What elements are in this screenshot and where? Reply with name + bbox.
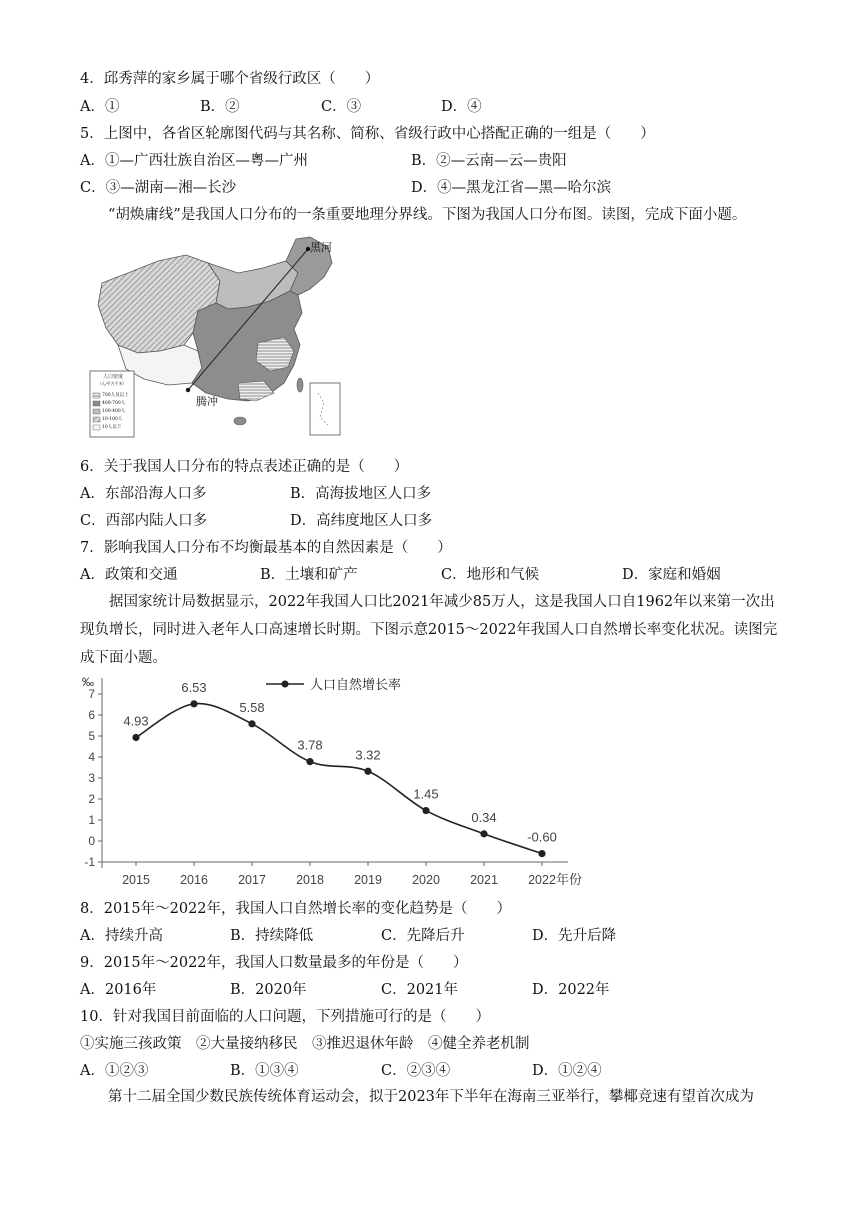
q6-option-a: A．东部沿海人口多 bbox=[80, 486, 207, 502]
y-tick-label: 0 bbox=[88, 834, 95, 848]
data-label: 3.78 bbox=[297, 737, 323, 753]
y-axis-unit: ‰ bbox=[82, 675, 94, 689]
q7-stem: 7．影响我国人口分布不均衡最基本的自然因素是（ ） bbox=[80, 540, 452, 556]
hu-line-intro: “胡焕庸线”是我国人口分布的一条重要地理分界线。下图为我国人口分布图。读图，完成下面小题。 bbox=[108, 207, 747, 223]
growth-rate-chart bbox=[78, 672, 618, 894]
q9-option-d: D．2022年 bbox=[532, 982, 610, 998]
q8-option-d: D．先升后降 bbox=[532, 928, 617, 944]
map-legend-item: 400-700人 bbox=[102, 401, 126, 406]
y-tick-label: 4 bbox=[88, 750, 95, 764]
y-tick-label: 6 bbox=[88, 708, 95, 722]
stats-intro: 据国家统计局数据显示，2022年我国人口比2021年减少85万人，这是我国人口自1962年以来第一次出现负增长，同时进入老年人口高速增长时期。下图示意2015～2022年我国人口自然增长率变化状况。读图完成下面小题。 bbox=[80, 594, 778, 666]
map-legend-item: 100-400人 bbox=[102, 409, 126, 414]
y-tick-label: 1 bbox=[88, 813, 95, 827]
data-point bbox=[364, 768, 371, 775]
q8-option-a: A．持续升高 bbox=[80, 928, 163, 944]
x-tick-label: 2022 bbox=[528, 873, 556, 887]
q8-option-c: C．先降后升 bbox=[381, 928, 465, 944]
q9-option-c: C．2021年 bbox=[381, 982, 458, 998]
y-tick-label: 3 bbox=[88, 771, 95, 785]
q5-option-d: D．④—黑龙江省—黑—哈尔滨 bbox=[411, 180, 612, 196]
q4-option-b: B．② bbox=[200, 99, 240, 115]
series-line bbox=[136, 704, 542, 854]
q5-stem: 5．上图中，各省区轮廓图代码与其名称、简称、省级行政中心搭配正确的一组是（ ） bbox=[80, 126, 655, 142]
data-label: 0.34 bbox=[471, 809, 497, 825]
data-point bbox=[480, 830, 487, 837]
map-legend-item: 10人以下 bbox=[102, 425, 122, 430]
y-tick-label: -1 bbox=[84, 855, 95, 869]
q9-option-a: A．2016年 bbox=[80, 982, 157, 998]
q10-option-a: A．①②③ bbox=[80, 1063, 149, 1079]
data-label: -0.60 bbox=[527, 829, 557, 845]
map-legend-unit: （人/平方千米） bbox=[97, 381, 127, 386]
q5-option-b: B．②—云南—云—贵阳 bbox=[411, 153, 567, 169]
q7-option-a: A．政策和交通 bbox=[80, 567, 178, 583]
q6-option-c: C．西部内陆人口多 bbox=[80, 513, 208, 529]
q8-option-b: B．持续降低 bbox=[230, 928, 314, 944]
population-map bbox=[88, 233, 343, 441]
data-label: 3.32 bbox=[355, 747, 381, 763]
x-tick-label: 2017 bbox=[238, 873, 266, 887]
x-tick-label: 2020 bbox=[412, 873, 440, 887]
x-tick-label: 2018 bbox=[296, 873, 324, 887]
q7-option-b: B．土壤和矿产 bbox=[260, 567, 358, 583]
map-legend-item: 10-100人 bbox=[102, 417, 123, 422]
q6-option-b: B．高海拔地区人口多 bbox=[290, 486, 432, 502]
data-point bbox=[306, 758, 313, 765]
legend-marker bbox=[282, 681, 289, 688]
data-point bbox=[422, 807, 429, 814]
map-legend-item: 700人及以上 bbox=[102, 393, 129, 398]
q5-option-c: C．③—湖南—湘—长沙 bbox=[80, 180, 237, 196]
x-tick-label: 2019 bbox=[354, 873, 382, 887]
q10-option-c: C．②③④ bbox=[381, 1063, 451, 1079]
y-tick-label: 5 bbox=[88, 729, 95, 743]
q4-option-a: A．① bbox=[80, 99, 120, 115]
y-tick-label: 7 bbox=[88, 687, 95, 701]
q10-option-d: D．①②④ bbox=[532, 1063, 602, 1079]
x-tick-label: 2016 bbox=[180, 873, 208, 887]
data-label: 1.45 bbox=[413, 786, 439, 802]
map-label-tengchong: 腾冲 bbox=[196, 395, 218, 408]
games-intro: 第十二届全国少数民族传统体育运动会，拟于2023年下半年在海南三亚举行，攀椰竞速有望首次成为 bbox=[108, 1089, 754, 1105]
q8-stem: 8．2015年～2022年，我国人口自然增长率的变化趋势是（ ） bbox=[80, 901, 512, 917]
y-tick-label: 2 bbox=[88, 792, 95, 806]
data-point bbox=[538, 850, 545, 857]
x-tick-label: 2015 bbox=[122, 873, 150, 887]
q4-option-d: D．④ bbox=[441, 99, 482, 115]
q9-option-b: B．2020年 bbox=[230, 982, 307, 998]
q6-stem: 6．关于我国人口分布的特点表述正确的是（ ） bbox=[80, 459, 409, 475]
map-legend-title: 人口密度 bbox=[102, 374, 123, 380]
q7-option-c: C．地形和气候 bbox=[441, 567, 540, 583]
data-label: 4.93 bbox=[123, 713, 149, 729]
data-point bbox=[248, 720, 255, 727]
data-label: 5.58 bbox=[239, 699, 265, 715]
q5-option-a: A．①—广西壮族自治区—粤—广州 bbox=[80, 153, 308, 169]
q4-option-c: C．③ bbox=[321, 99, 362, 115]
legend-label: 人口自然增长率 bbox=[310, 677, 402, 692]
x-tick-label: 2021 bbox=[470, 873, 498, 887]
data-point bbox=[132, 734, 139, 741]
south-sea-inset bbox=[310, 383, 340, 435]
data-label: 6.53 bbox=[181, 679, 207, 695]
q6-option-d: D．高纬度地区人口多 bbox=[290, 513, 433, 529]
q4-stem: 4．邱秀萍的家乡属于哪个省级行政区（ ） bbox=[80, 71, 380, 87]
q10-option-b: B．①③④ bbox=[230, 1063, 299, 1079]
map-label-heihe: 黑河 bbox=[310, 241, 332, 254]
data-point bbox=[190, 700, 197, 707]
x-axis-label: 年份 bbox=[556, 872, 583, 887]
q10-stem: 10．针对我国目前面临的人口问题，下列措施可行的是（ ） bbox=[80, 1009, 490, 1025]
q9-stem: 9．2015年～2022年，我国人口数量最多的年份是（ ） bbox=[80, 955, 468, 971]
q7-option-d: D．家庭和婚姻 bbox=[622, 567, 721, 583]
tengchong-point bbox=[186, 388, 190, 392]
q10-measures: ①实施三孩政策 ②大量接纳移民 ③推迟退休年龄 ④健全养老机制 bbox=[80, 1036, 530, 1052]
